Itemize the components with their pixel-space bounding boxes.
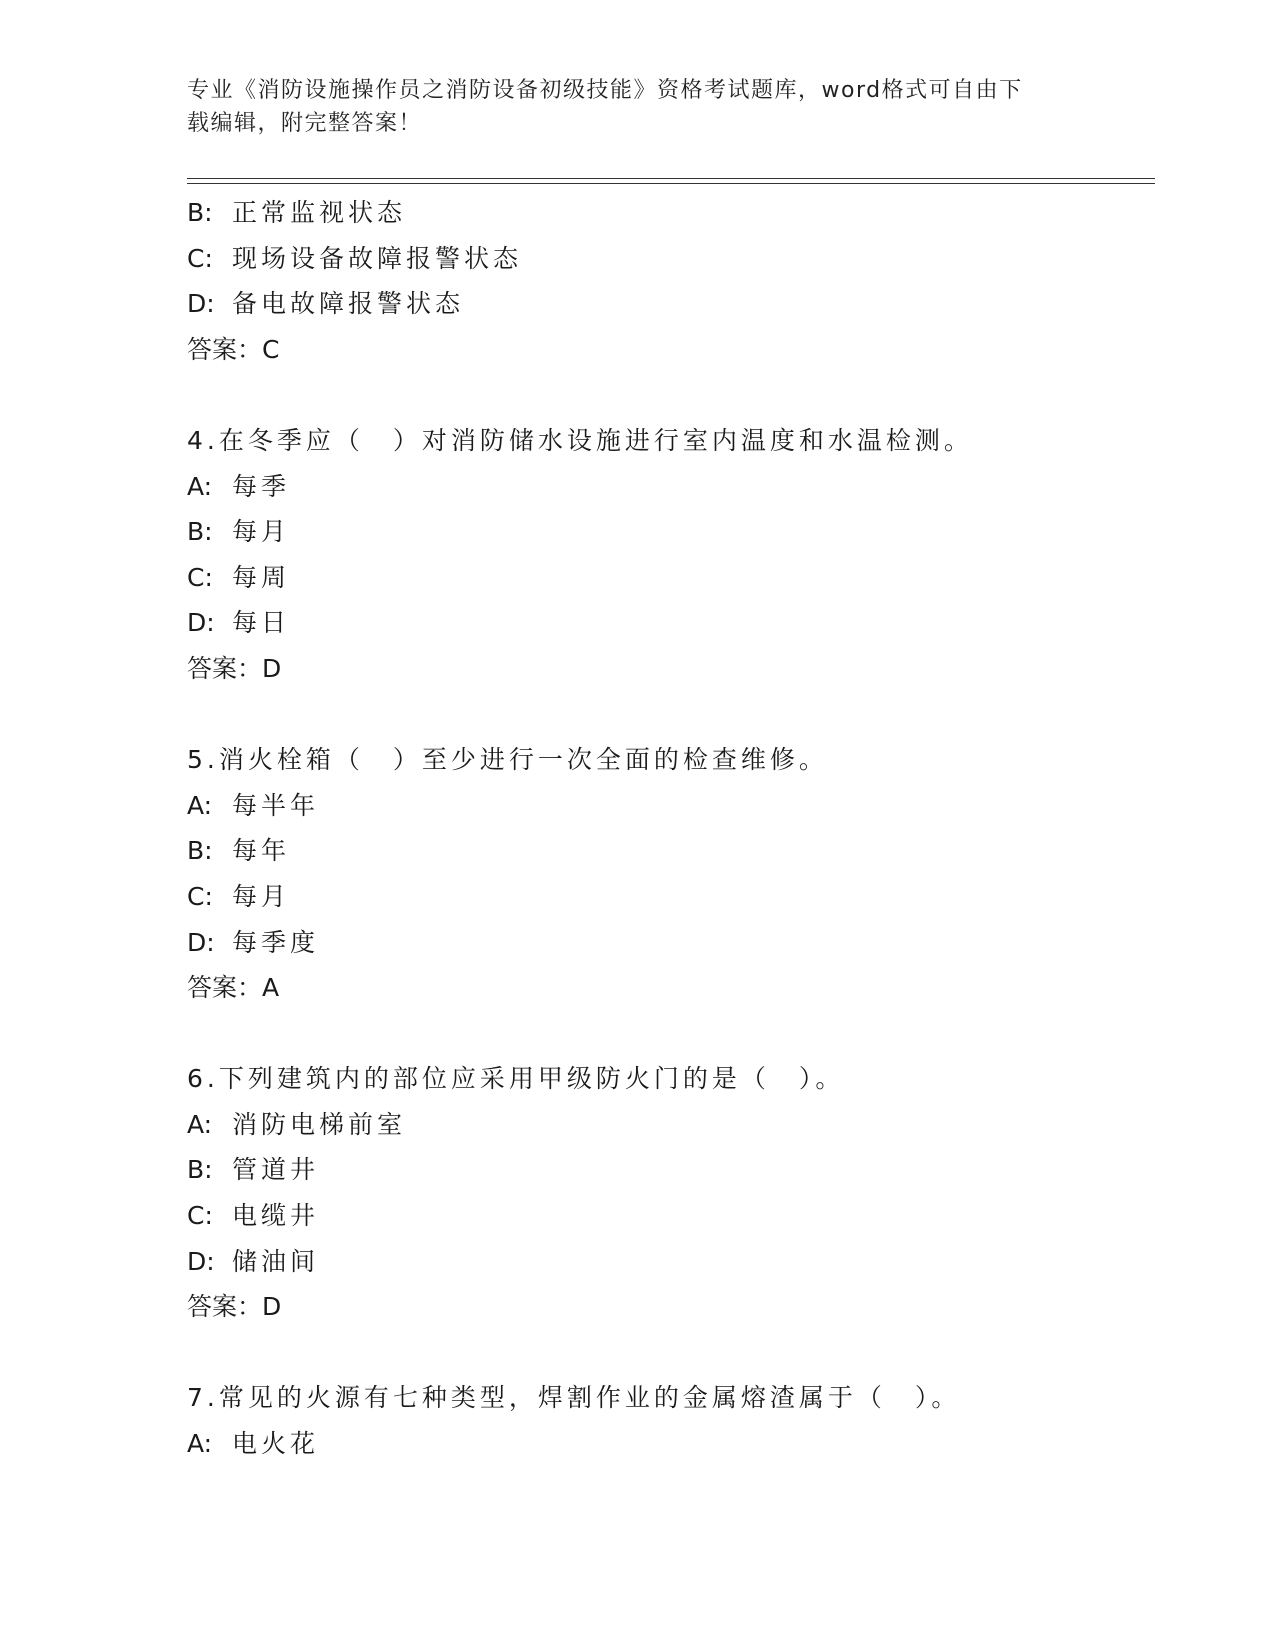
answer-line: 答案：D bbox=[187, 653, 282, 683]
question-block bbox=[187, 418, 1155, 692]
header-line-2: 载编辑，附完整答案！ bbox=[187, 111, 423, 136]
option-row bbox=[187, 874, 1155, 920]
question-block bbox=[187, 737, 1155, 1011]
option-row bbox=[187, 828, 1155, 874]
option-row bbox=[187, 555, 1155, 601]
option-key: C: bbox=[187, 562, 213, 592]
option-row bbox=[187, 1147, 1155, 1193]
option-key: B: bbox=[187, 836, 213, 866]
header-divider-bottom bbox=[187, 183, 1155, 184]
answer-line: 答案：D bbox=[187, 1292, 282, 1322]
option-row bbox=[187, 509, 1155, 555]
option-text: 每年 bbox=[232, 836, 291, 866]
question-text: 7.常见的火源有七种类型，焊割作业的金属熔渣属于（ ）。 bbox=[187, 1383, 961, 1413]
option-text: 电缆井 bbox=[232, 1201, 320, 1231]
option-text: 每月 bbox=[232, 881, 291, 911]
option-key: C: bbox=[187, 881, 213, 911]
question-list bbox=[187, 190, 1155, 1467]
answer-line: 答案：A bbox=[187, 973, 280, 1003]
option-text: 每季度 bbox=[232, 927, 320, 957]
option-row bbox=[187, 1421, 1155, 1467]
option-text: 电火花 bbox=[232, 1429, 320, 1459]
option-text: 消防电梯前室 bbox=[232, 1109, 407, 1139]
header-line-1: 专业《消防设施操作员之消防设备初级技能》资格考试题库，word格式可自由下 bbox=[187, 78, 1023, 103]
option-key: A: bbox=[187, 1429, 213, 1459]
option-text: 每周 bbox=[232, 562, 291, 592]
option-row bbox=[187, 920, 1155, 966]
question-text: 5.消火栓箱（ ）至少进行一次全面的检查维修。 bbox=[187, 745, 828, 775]
header-divider-top bbox=[187, 178, 1155, 179]
option-text: 每日 bbox=[232, 608, 291, 638]
answer-line: 答案：C bbox=[187, 334, 280, 364]
question-text: 6.下列建筑内的部位应采用甲级防火门的是（ ）。 bbox=[187, 1064, 845, 1094]
option-row bbox=[187, 600, 1155, 646]
option-row bbox=[187, 1193, 1155, 1239]
question-block bbox=[187, 190, 1155, 372]
option-key: D: bbox=[187, 1246, 215, 1276]
option-row bbox=[187, 783, 1155, 829]
option-key: D: bbox=[187, 289, 215, 319]
option-key: A: bbox=[187, 471, 213, 501]
option-row bbox=[187, 281, 1155, 327]
option-row bbox=[187, 464, 1155, 510]
question-block bbox=[187, 1375, 1155, 1466]
option-key: D: bbox=[187, 927, 215, 957]
option-key: B: bbox=[187, 1155, 213, 1185]
option-text: 现场设备故障报警状态 bbox=[232, 243, 523, 273]
option-key: B: bbox=[187, 517, 213, 547]
option-text: 储油间 bbox=[232, 1246, 320, 1276]
option-text: 正常监视状态 bbox=[232, 198, 407, 227]
option-key: A: bbox=[187, 1109, 213, 1139]
document-header bbox=[187, 74, 1087, 140]
option-row bbox=[187, 1239, 1155, 1285]
question-block bbox=[187, 1056, 1155, 1330]
option-text: 每月 bbox=[232, 517, 291, 547]
question-text: 4.在冬季应（ ）对消防储水设施进行室内温度和水温检测。 bbox=[187, 425, 973, 455]
option-key: C: bbox=[187, 1201, 213, 1231]
option-row bbox=[187, 190, 1155, 236]
option-text: 每季 bbox=[232, 471, 291, 501]
option-key: B: bbox=[187, 198, 213, 227]
option-row bbox=[187, 236, 1155, 282]
option-row bbox=[187, 1102, 1155, 1148]
option-key: C: bbox=[187, 243, 213, 273]
option-text: 备电故障报警状态 bbox=[232, 289, 465, 319]
option-key: D: bbox=[187, 608, 215, 638]
option-text: 管道井 bbox=[232, 1155, 320, 1185]
option-text: 每半年 bbox=[232, 790, 320, 820]
option-key: A: bbox=[187, 790, 213, 820]
